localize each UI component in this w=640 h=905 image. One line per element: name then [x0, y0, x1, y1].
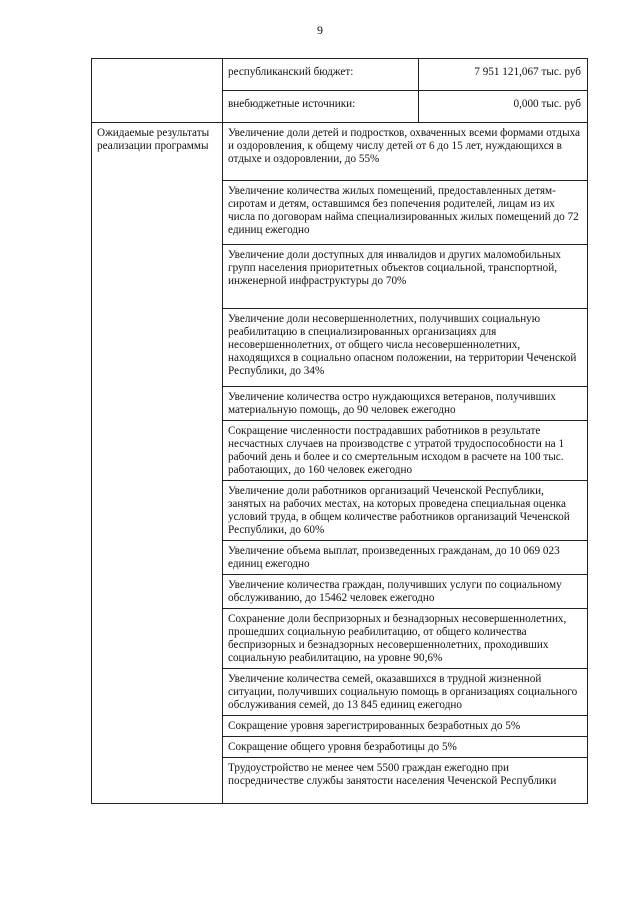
- result-item: Сокращение уровня зарегистрированных безработных до 5%: [223, 716, 588, 737]
- results-label: Ожидаемые результаты реализации программы: [92, 123, 223, 804]
- result-item: Сокращение общего уровня безработицы до 5%: [223, 737, 588, 758]
- result-item: Увеличение объема выплат, произведенных гражданам, до 10 069 023 единиц ежегодно: [223, 541, 588, 575]
- result-item: Увеличение количества граждан, получивших услуги по социальному обслуживанию, до 15462 человек ежегодно: [223, 575, 588, 609]
- budget-value: 0,000 тыс. руб: [419, 91, 588, 123]
- result-item: Увеличение количества остро нуждающихся ветеранов, получивших материальную помощь, до 90 человек ежегодно: [223, 387, 588, 421]
- budget-row-republican: [92, 59, 588, 91]
- program-passport-table: [91, 58, 588, 804]
- result-item: Увеличение доли работников организаций Чеченской Республики, занятых на рабочих местах, на которых проведена специальная оценка условий труда, в общем количестве работников организаций Чеченской Республики, до 60%: [223, 481, 588, 541]
- result-item: Увеличение количества жилых помещений, предоставленных детям-сиротам и детям, оставшимся без попечения родителей, лицам из их числа по договорам найма специализированных жилых помещений до 72 единиц ежегодно: [223, 181, 588, 245]
- result-row: [92, 123, 588, 181]
- result-item: Увеличение доли детей и подростков, охваченных всеми формами отдыха и оздоровления, к общему числу детей от 6 до 15 лет, нуждающихся в отдыхе и оздоровлении, до 55%: [223, 123, 588, 181]
- page-number: 9: [317, 23, 323, 37]
- result-item: Увеличение количества семей, оказавшихся в трудной жизненной ситуации, получивших социальную помощь в организациях социального обслуживания семей, до 13 845 единиц ежегодно: [223, 669, 588, 716]
- result-item: Сокращение численности пострадавших работников в результате несчастных случаев на производстве с утратой трудоспособности на 1 рабочий день и более и со смертельным исходом в расчете на 100 тыс. работающих, до 160 человек ежегодно: [223, 421, 588, 481]
- budget-value: 7 951 121,067 тыс. руб: [419, 59, 588, 91]
- budget-label: республиканский бюджет:: [223, 59, 419, 91]
- result-item: Увеличение доли несовершеннолетних, получивших социальную реабилитацию в специализированных организациях для несовершеннолетних, от общего числа несовершеннолетних, находящихся в социально опасном положении, на территории Чеченской Республики, до 34%: [223, 309, 588, 387]
- result-item: Сохранение доли беспризорных и безнадзорных несовершеннолетних, прошедших социальную реабилитацию, от общего количества беспризорных и безнадзорных несовершеннолетних, проходивших социальную реабилитацию, на уровне 90,6%: [223, 609, 588, 669]
- table-body: [92, 59, 588, 804]
- empty-label-cell: [92, 59, 223, 123]
- budget-label: внебюджетные источники:: [223, 91, 419, 123]
- result-item: Увеличение доли доступных для инвалидов и других маломобильных групп населения приоритетных объектов социальной, транспортной, инженерной инфраструктуры до 70%: [223, 245, 588, 309]
- result-item: Трудоустройство не менее чем 5500 граждан ежегодно при посредничестве службы занятости населения Чеченской Республики: [223, 758, 588, 804]
